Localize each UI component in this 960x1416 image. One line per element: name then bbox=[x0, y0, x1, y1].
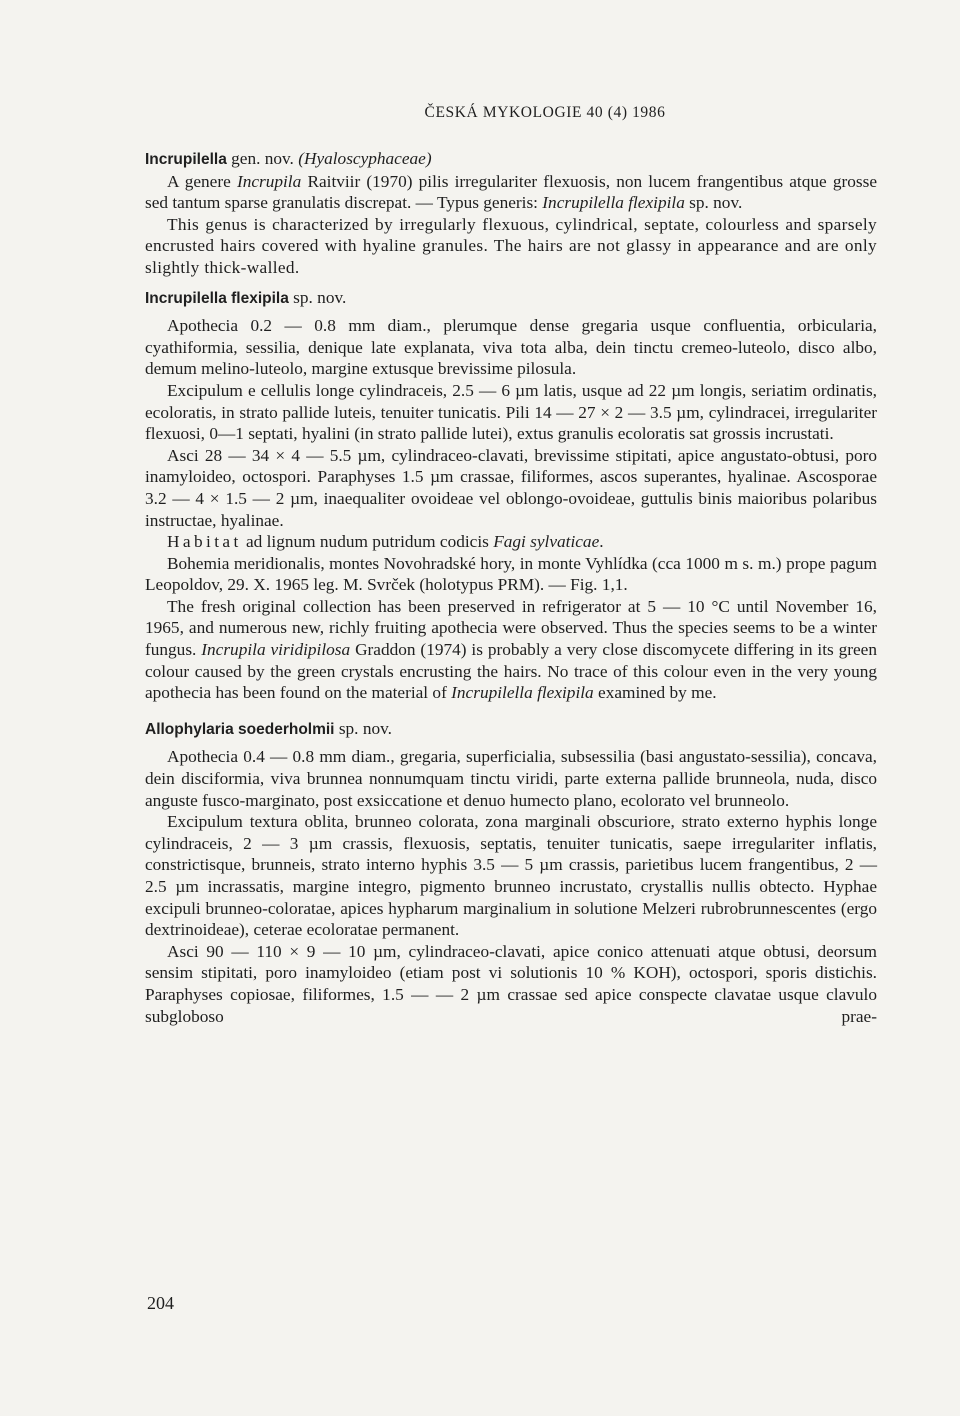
genus-heading-family: (Hyaloscyphaceae) bbox=[298, 149, 432, 168]
species1-locality: Bohemia meridionalis, montes Novohradské hory, in monte Vyhlídka (cca 1000 m s. m.) prope pagum Leopoldov, 29. X. 1965 leg. M. Svrček (holotypus PRM). — Fig. 1,1. bbox=[145, 553, 877, 595]
species1-heading-rank: sp. nov. bbox=[288, 287, 347, 307]
species1-asci: Asci 28 — 34 × 4 — 5.5 µm, cylindraceo-clavati, brevissime stipitati, apice angustato-obtusi, poro inamyloideo, octospori. Paraphyses 1.5 µm crassae, filiformes, ascos superantes, hyalinae. Ascosporae 3.2 — 4 × 1.5 — 2 µm, inaequaliter ovoideae vel oblongo-ovoideae, guttulis binis maioribus polaribus instructae, hyalinae. bbox=[145, 445, 877, 530]
habitat-text-1: ad lignum nudum putridum codicis bbox=[241, 532, 494, 552]
species2-apothecia: Apothecia 0.4 — 0.8 mm diam., gregaria, superficialia, subsessilia (basi angustato-sessilia), concava, dein disciformia, viva brunnea nonnumquam tinctu viridi, parte externa pallide brunneola, nuda, disco anguste fusco-marginato, post exsiccatione et denuo humecto plano, ecolorato vel brunneolo. bbox=[145, 747, 877, 810]
species2-heading-name: Allophylaria soederholmii bbox=[145, 720, 335, 738]
note-italic-1: Incrupila viridipilosa bbox=[201, 640, 351, 660]
habitat-label: Habitat bbox=[167, 532, 242, 552]
species1-heading bbox=[145, 287, 877, 310]
running-header: ČESKÁ MYKOLOGIE 40 (4) 1986 bbox=[424, 104, 666, 121]
note-italic-2: Incrupilella flexipila bbox=[451, 683, 594, 703]
species1-note bbox=[145, 596, 877, 704]
species2-heading-rank: sp. nov. bbox=[334, 718, 392, 738]
species1-excipulum: Excipulum e cellulis longe cylindraceis, 2.5 — 6 µm latis, usque ad 22 µm longis, seriatim ordinatis, ecoloratis, in strato pallide luteis, tenuiter tunicatis. Pili 14 — 27 × 2 — 3.5 µm, cylindracei, irregulariter flexuosi, 0—1 septati, hyalini (in strato pallide lutei), extus granulis ecoloratis sat grossis incrustati. bbox=[145, 380, 877, 444]
note-text-3: examined by me. bbox=[593, 683, 717, 703]
note-text-1: The fresh original collection has been preserved in refrigerator at 5 — 10 °C until November 16, 1965, and numerous new, richly fruiting apothecia were observed. Thus the species seems to be a winter fungus. bbox=[145, 596, 877, 660]
species2-heading bbox=[145, 718, 877, 741]
note-text-2: Graddon (1974) is probably a very close discomycete differing in its green colour caused by the green crystals encrusting the hairs. No trace of this colour even in the very young apothecia has been found on the material of bbox=[145, 640, 877, 703]
habitat-text-2: . bbox=[599, 532, 604, 552]
genus-latin-diagnosis bbox=[145, 171, 877, 214]
genus-heading-name: Incrupilella bbox=[145, 151, 227, 168]
species1-habitat bbox=[145, 531, 877, 553]
species2-asci: Asci 90 — 110 × 9 — 10 µm, cylindraceo-clavati, apice conico attenuati atque obtusi, deorsum sensim stipitati, poro inamyloideo (etiam post vi solutionis 10 % KOH), octospori, sporis distichis. Paraphyses copiosae, filiformes, 1.5 — — 2 µm crassae sed apice conspecte clavatae usque clavulo subgloboso prae- bbox=[145, 941, 877, 1026]
genus-latin-italic-1: Incrupila bbox=[236, 171, 302, 191]
species1-heading-name: Incrupilella flexipila bbox=[145, 289, 289, 307]
habitat-italic: Fagi sylvaticae bbox=[493, 532, 600, 552]
species2-excipulum: Excipulum textura oblita, brunneo colorata, zona marginali obscuriore, strato externo hyphis longe cylindraceis, 2 — 3 µm crassis, flexuosis, septatis, tenuiter tunicatis, saepe irregulariter inflatis, constrictisque, brunneis, strato interno hyphis 3.5 — 5 µm crassis, parietibus lucem frangentibus, 2 — 2.5 µm incrassatis, margine integro, pigmento brunneo incrustato, crystallis nullis obtecto. Hyphae excipuli brunneo-coloratae, apices hypharum marginalium in solutione Melzeri rubrobrunnescentes (ergo dextrinoideae), ceterae ecoloratae permanent. bbox=[145, 812, 877, 940]
genus-latin-text-1: A genere bbox=[167, 171, 237, 191]
species1-apothecia: Apothecia 0.2 — 0.8 mm diam., plerumque dense gregaria usque confluentia, orbicularia, cyathiformia, sessilia, denique late explanata, viva tota alba, dein tinctu cremeo-luteolo, disco albo, demum melino-luteolo, margine extusque brevissime pilosula. bbox=[145, 316, 877, 379]
page-number: 204 bbox=[147, 1293, 174, 1313]
genus-english-description: This genus is characterized by irregularly flexuous, cylindrical, septate, colourless and sparsely encrusted hairs covered with hyaline granules. The hairs are not glassy in appearance and are only slightly thick-walled. bbox=[145, 214, 877, 277]
genus-latin-text-3: sp. nov. bbox=[684, 193, 743, 213]
article-body bbox=[145, 148, 877, 1027]
genus-latin-text-2: Raitviir (1970) pilis irregulariter flexuosis, non lucem frangentibus atque grosse sed tantum sparse granulatis discrepat. — Typus generis: bbox=[145, 171, 878, 213]
genus-heading-rank: gen. nov. bbox=[226, 149, 299, 168]
genus-latin-italic-2: Incrupilella flexipila bbox=[542, 193, 685, 213]
genus-heading bbox=[145, 148, 877, 171]
